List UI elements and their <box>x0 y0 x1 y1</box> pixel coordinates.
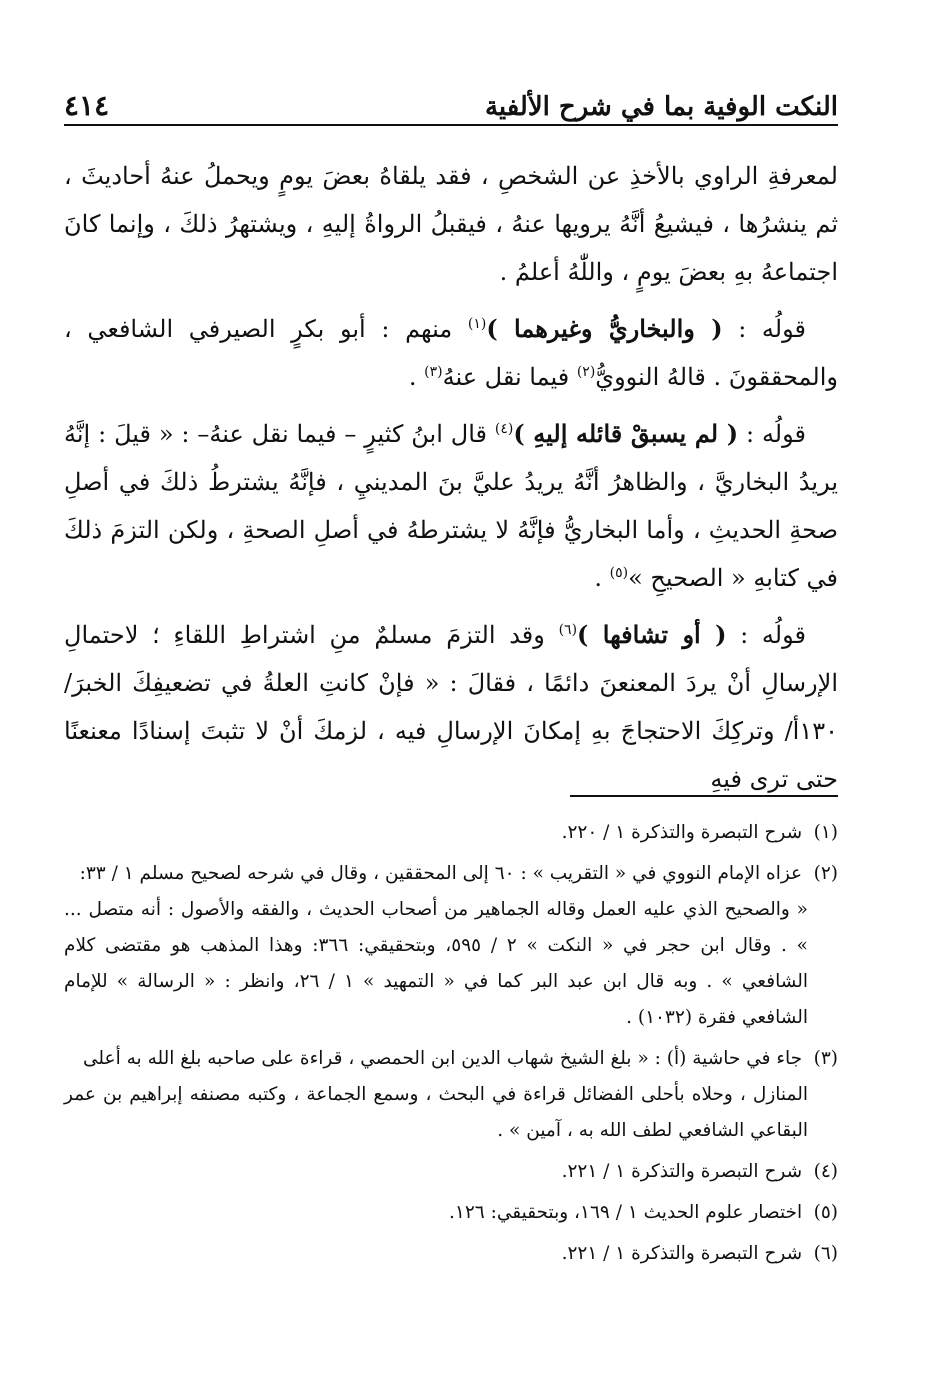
footnote-ref-4: (٤) <box>494 421 514 437</box>
paragraph-3-end: . <box>594 564 610 592</box>
main-text <box>64 152 838 812</box>
paragraph-2-intro: قولُه : <box>722 315 806 343</box>
footnote-number: (٤) <box>813 1161 838 1182</box>
footnote-number: (١) <box>813 822 838 843</box>
footnote-2 <box>64 856 838 1036</box>
header-rule <box>64 124 838 126</box>
footnote-3 <box>64 1041 838 1149</box>
footnote-text: جاء في حاشية (أ) : « بلغ الشيخ شهاب الدين ابن الحمصي ، قراءة على صاحبه بلغ الله به أعلى <box>83 1048 803 1069</box>
paragraph-3-lemma: ( لم يسبقْ قائله إليهِ ) <box>513 419 739 448</box>
paragraph-4-intro: قولُه : <box>726 621 806 649</box>
footnote-ref-2: (٢) <box>576 364 596 380</box>
footnote-text: شرح التبصرة والتذكرة ١ / ٢٢١. <box>561 1161 803 1182</box>
footnote-6 <box>64 1236 838 1272</box>
paragraph-3-intro: قولُه : <box>738 420 806 448</box>
paragraph-4-lemma: ( أو تشافها ) <box>577 620 727 649</box>
footnote-5 <box>64 1195 838 1231</box>
footnote-text: شرح التبصرة والتذكرة ١ / ٢٢١. <box>561 1243 803 1264</box>
paragraph-2-text-2: فيما نقل عنهُ <box>442 363 577 391</box>
footnote-number: (٢) <box>813 863 838 884</box>
footnote-continuation: المنازل ، وحلاه بأحلى الفضائل قراءة في البحث ، وسمع الجماعة ، وكتبه مصنفه إبراهيم بن عمر البقاعي الشافعي لطف الله به ، آمين » . <box>64 1084 808 1141</box>
footnote-separator <box>570 795 838 797</box>
paragraph-2-end: . <box>408 363 425 391</box>
footnotes <box>64 815 838 1277</box>
footnote-ref-3: (٣) <box>424 364 443 380</box>
paragraph-2-lemma: ( والبخاريُّ وغيرهما ) <box>486 314 723 343</box>
footnote-text: اختصار علوم الحديث ١ / ١٦٩، وبتحقيقي: ١٢٦. <box>449 1202 803 1223</box>
footnote-ref-1: (١) <box>467 316 487 332</box>
paragraph-4 <box>64 611 838 803</box>
footnote-4 <box>64 1154 838 1190</box>
footnote-text: شرح التبصرة والتذكرة ١ / ٢٢٠. <box>561 822 803 843</box>
footnote-text: عزاه الإمام النووي في « التقريب » : ٦٠ إلى المحققين ، وقال في شرحه لصحيح مسلم ١ / ٣٣: <box>79 863 803 884</box>
footnote-ref-5: (٥) <box>609 565 629 581</box>
paragraph-3 <box>64 410 838 602</box>
page-number: ٤١٤ <box>64 89 110 122</box>
paragraph-4-text: وقد التزمَ مسلمٌ منِ اشتراطِ اللقاءِ ؛ لاحتمالِ الإرسالِ أنْ يردَ المعنعنَ دائمًا ، فقالَ : « فإنْ كانتِ العلةُ في تضعيفِكَ الخبرَ/١٣٠أ/ وتركِكَ الاحتجاجَ بهِ إمكانَ الإرسالِ فيه ، لزمكَ أنْ لا تثبتَ إسنادًا معنعنًا حتى ترى فيهِ <box>64 621 838 793</box>
paragraph-2 <box>64 305 838 401</box>
paragraph-3-text: قال ابنُ كثيرٍ – فيما نقل عنهُ– : « قيلَ : إنَّهُ يريدُ البخاريَّ ، والظاهرُ أنَّهُ يريدُ عليَّ بنَ المدينيِ ، فإنَّهُ يشترطُ ذلكَ في أصلِ صحةِ الحديثِ ، وأما البخاريُّ فإنَّهُ لا يشترطهُ في أصلِ الصحةِ ، ولكن التزمَ ذلكَ في كتابهِ « الصحيحِ » <box>64 420 839 592</box>
footnote-number: (٣) <box>813 1048 838 1069</box>
footnote-1 <box>64 815 838 851</box>
footnote-number: (٦) <box>813 1243 838 1264</box>
running-title: النكت الوفية بما في شرح الألفية <box>484 92 838 122</box>
footnote-ref-6: (٦) <box>558 622 578 638</box>
paragraph-2-text: منهم : أبو بكرٍ الصيرفي الشافعي ، والمحققونَ . قالهُ النوويُّ <box>64 315 838 391</box>
paragraph-1: لمعرفةِ الراوي بالأخذِ عن الشخصِ ، فقد يلقاهُ بعضَ يومٍ ويحملُ عنهُ أحاديثَ ، ثم ينشرُها ، فيشيعُ أنَّهُ يرويها عنهُ ، فيقبلُ الرواةُ إليهِ ، ويشتهرُ ذلكَ ، وإنما كانَ اجتماعهُ بهِ بعضَ يومٍ ، واللّٰهُ أعلمُ . <box>64 162 838 286</box>
footnote-number: (٥) <box>813 1202 838 1223</box>
footnote-continuation: « والصحيح الذي عليه العمل وقاله الجماهير من أصحاب الحديث ، والفقه والأصول : أنه متصل ... » . وقال ابن حجر في « النكت » ٢ / ٥٩٥، وبتحقيقي: ٣٦٦: وهذا المذهب هو مقتضى كلام الشافعي » . وبه قال ابن عبد البر كما في « التمهيد » ١ / ٢٦، وانظر : « الرسالة » للإمام الشافعي فقرة (١٠٣٢) . <box>64 899 808 1028</box>
page-header <box>64 72 838 120</box>
